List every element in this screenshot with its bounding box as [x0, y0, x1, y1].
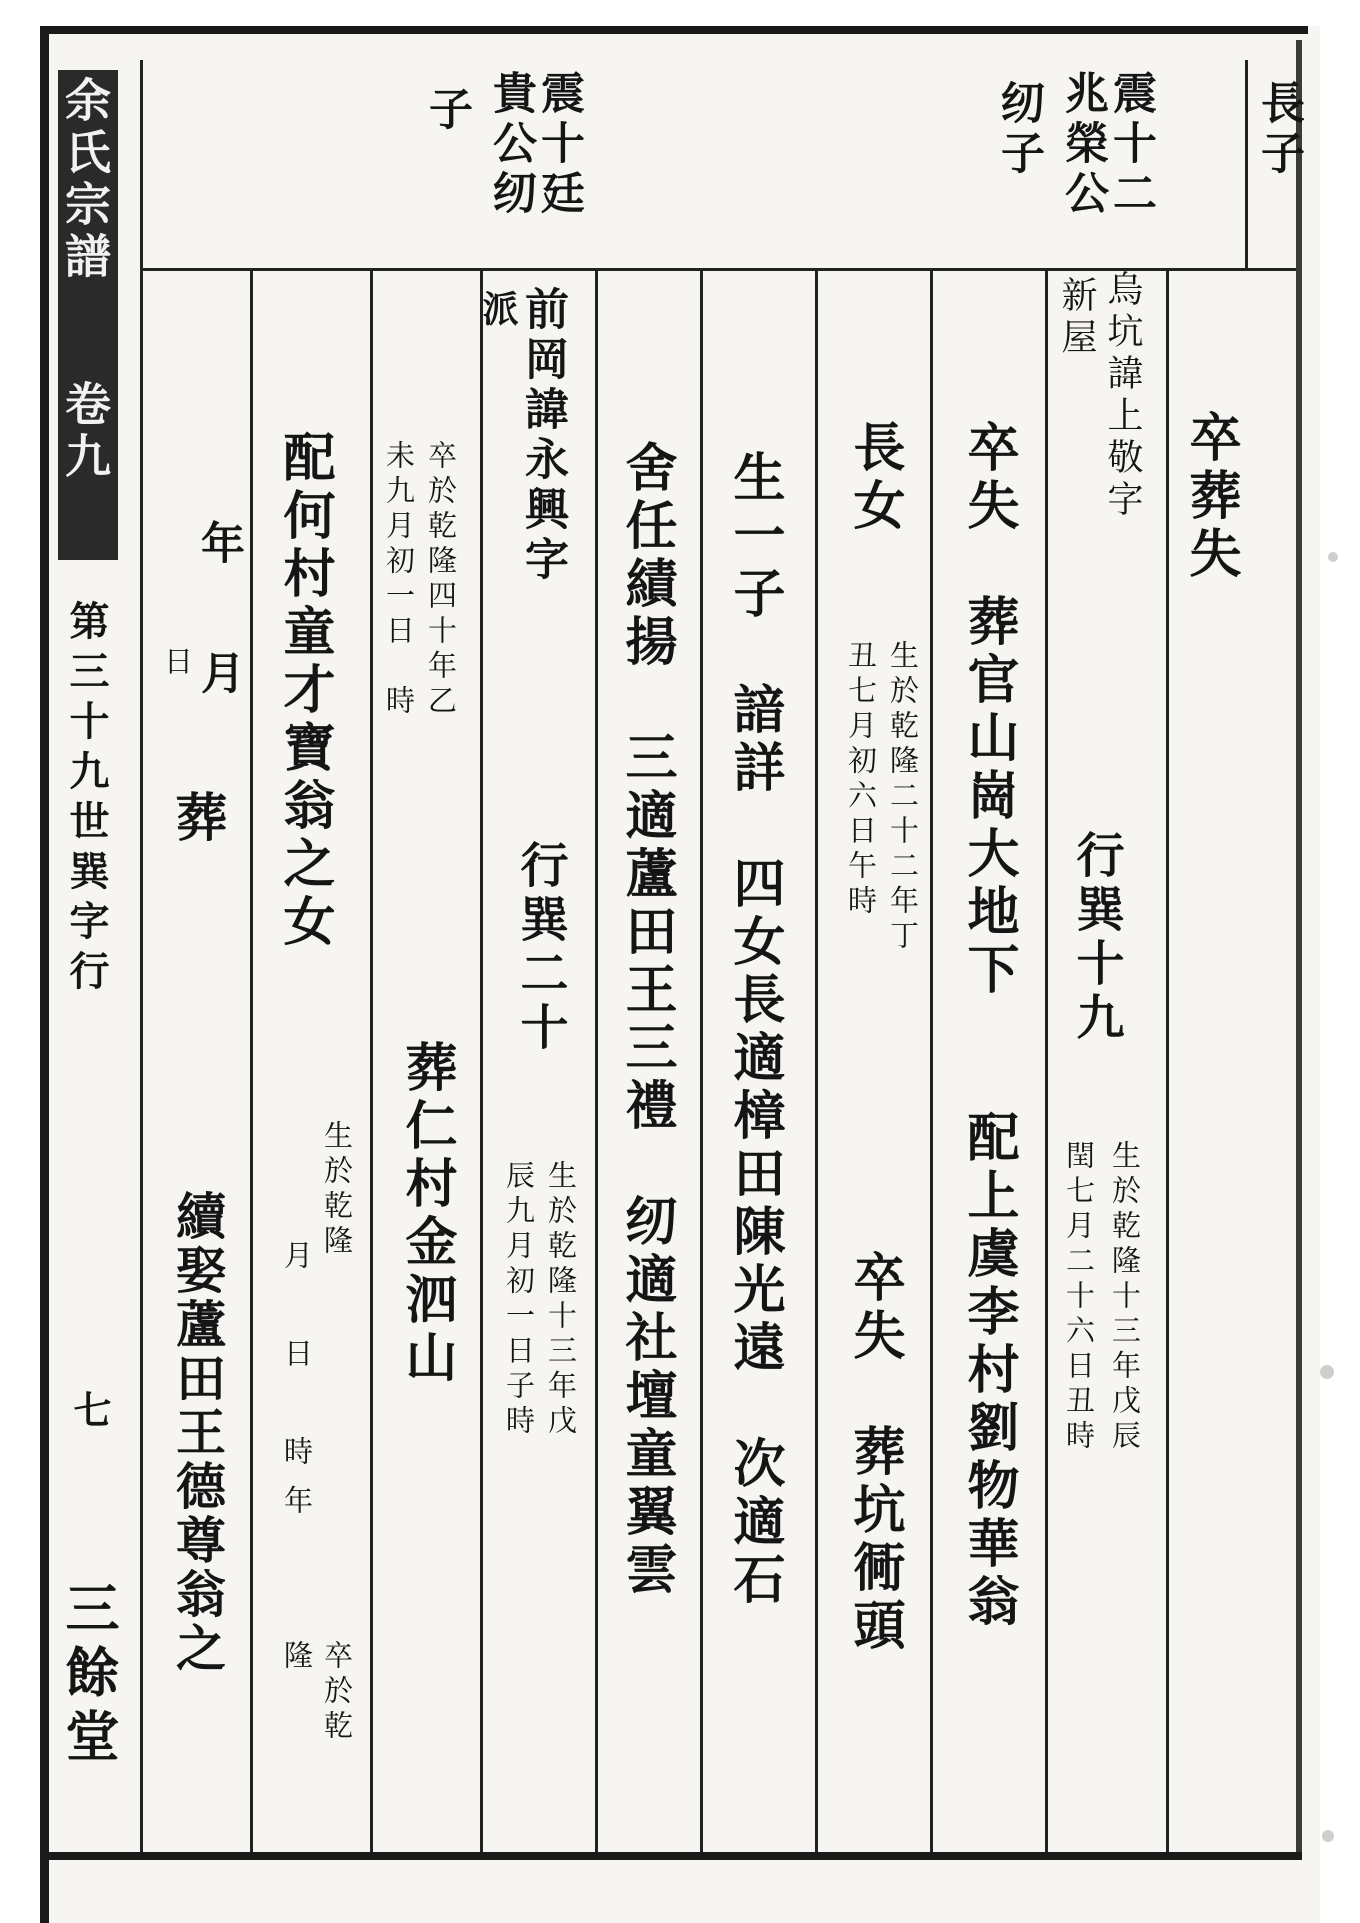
entry1-birth-b: 閏七月二十六日丑時: [1062, 1140, 1096, 1455]
entry2-birth-b: 辰九月初一日子時: [502, 1160, 536, 1440]
spine-hall-mark: 三餘堂: [57, 1580, 121, 1772]
entry2-burial-year: 年: [193, 520, 244, 570]
entry1-birth-a: 生於乾隆十三年戊辰: [1108, 1140, 1142, 1455]
entry1-spouse: 配上虞李村劉物華翁: [958, 1110, 1019, 1632]
register-divider-vertical: [1245, 60, 1248, 270]
register-eldest-son: 長子: [1253, 80, 1304, 180]
entry1-branch: 新屋: [1056, 276, 1097, 360]
column-divider-3: [930, 268, 933, 1852]
register-zhen-twelve: 震十二: [1105, 70, 1156, 220]
entry1-daughter-birth-a: 生於乾隆二十二年丁: [886, 640, 920, 955]
entry2-spouse-birth-b: 月 日 時年: [280, 1240, 314, 1534]
entry2-spouse-birth-a: 生於乾隆: [320, 1120, 354, 1260]
spine-volume: 卷九: [58, 380, 112, 484]
entry1-rank: 行巽十九: [1068, 830, 1124, 1046]
column-divider-6: [595, 268, 598, 1852]
column-divider-4: [815, 268, 818, 1852]
bottom-border: [40, 1852, 1302, 1860]
spine-generation-line: 第三十九世巽字行: [63, 600, 110, 1000]
entry1-marriages: 舍任績揚 三適蘆田王三禮 纫適社壇童翼雲: [616, 440, 677, 1600]
scan-blemish: [1322, 1830, 1334, 1842]
entry2-burial: 葬仁村金泗山: [396, 1040, 457, 1388]
entry2-rank: 行巽二十: [512, 840, 568, 1056]
entry2-spouse-death-b: 隆: [280, 1640, 314, 1675]
entry2-remarriage: 續娶蘆田王德尊翁之: [168, 1190, 227, 1676]
register-son: 子: [421, 86, 472, 136]
entry1-death-burial: 卒失 葬官山崗大地下: [958, 420, 1019, 1000]
register-youngest-son: 纫子: [993, 80, 1044, 180]
register-zhen-ten: 震十廷: [533, 70, 584, 220]
entry2-burial-word: 葬: [166, 790, 227, 848]
entry2-birth-a: 生於乾隆十三年戊: [544, 1160, 578, 1440]
right-border: [1296, 40, 1302, 1860]
column-divider-9: [250, 268, 253, 1852]
entry1-daughter-birth-b: 丑七月初六日午時: [844, 640, 878, 920]
entry1-village: 烏坑諱上敬字: [1102, 270, 1143, 522]
column-divider-5: [700, 268, 703, 1852]
entry1-daughter-burial: 卒失 葬坑衕頭: [844, 1250, 905, 1656]
column-divider-2: [1045, 268, 1048, 1852]
spine-title: 余氏宗譜: [58, 76, 112, 284]
entry2-spouse-death-a: 卒於乾: [320, 1640, 354, 1745]
entry2-burial-day: 日: [160, 646, 194, 681]
entry2-burial-month: 月: [193, 650, 244, 700]
top-border: [40, 26, 1308, 34]
entry1-burial-unknown: 卒葬失: [1180, 410, 1241, 584]
register-gui: 貴公纫: [485, 70, 536, 220]
entry1-children: 生一子 諳詳 四女長適樟田陳光遠 次適石: [724, 450, 785, 1610]
scan-blemish: [1320, 1365, 1334, 1379]
register-zhaorong: 兆榮公: [1057, 70, 1108, 220]
scan-blemish: [1328, 552, 1338, 562]
spine-page-number: 七: [67, 1390, 112, 1434]
column-divider-8: [370, 268, 373, 1852]
entry2-spouse: 配何村童才寶翁之女: [274, 430, 335, 952]
entry2-village: 前岡諱永興字: [517, 286, 568, 586]
entry2-death-a: 卒於乾隆四十年乙: [424, 440, 458, 720]
entry1-eldest-daughter: 長女: [844, 420, 905, 536]
column-divider-1: [1166, 268, 1169, 1852]
spine-divider: [140, 60, 143, 1852]
entry2-branch: 派: [477, 290, 519, 332]
left-border: [40, 26, 49, 1923]
entry2-death-b: 未九月初一日 時: [382, 440, 416, 720]
column-divider-7: [480, 268, 483, 1852]
